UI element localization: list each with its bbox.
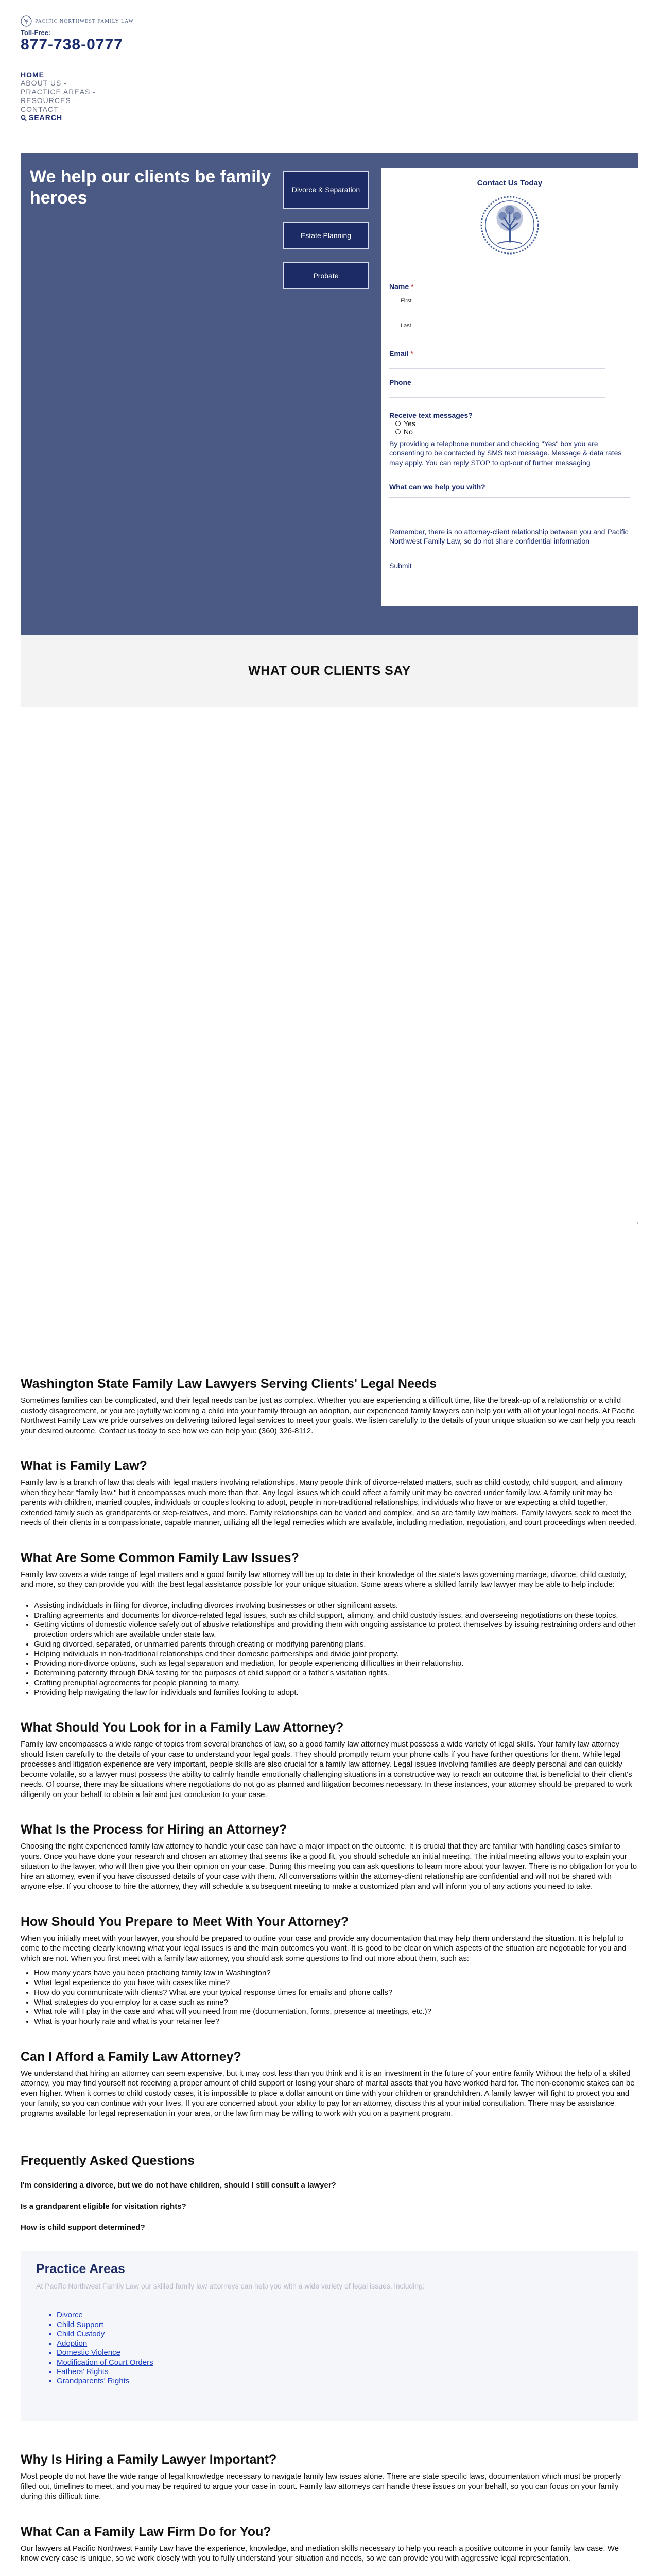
- list-item: • How do you communicate with clients? What are your typical response times for emails and phone calls?: [34, 1988, 638, 1998]
- list-item: • What role will I play in the case and what will you need from me (documentation, forms, presence at meetings, etc.)?: [34, 2007, 638, 2017]
- help-textarea[interactable]: [389, 497, 630, 518]
- practice-areas-list: [57, 2311, 623, 2386]
- divorce-separation-button[interactable]: Divorce & Separation: [283, 171, 369, 209]
- section-title-why-hire: Why Is Hiring a Family Lawyer Important?: [21, 2452, 277, 2467]
- testimonials-carousel-area: [0, 707, 659, 1377]
- section-text-what-can-firm-do: Our lawyers at Pacific Northwest Family Law have the experience, knowledge, and mediation skills necessary to help you reach a positive outcome in your family law case. We know every case is unique, so we work closely with you to fully understand your situation and needs, so we can provide you with aggressive legal representation.: [21, 2544, 619, 2563]
- name-field-label: [389, 282, 630, 291]
- hero-buttons: [283, 171, 369, 289]
- list-item: • Drafting agreements and documents for divorce-related legal issues, such as child support, alimony, and child custody issues, and overseeing negotiations on these topics.: [34, 1611, 638, 1621]
- main-content: [0, 1377, 659, 2576]
- list-item: [57, 2339, 623, 2348]
- sms-no-option[interactable]: [395, 428, 630, 436]
- section-text-serving-clients: Sometimes families can be complicated, and their legal needs can be just as complex. Whether you are experiencing a difficult time, like the break-up of a relationship or a child custody disagreement, or you are joyfully welcoming a child into your family through an adoption, our experienced family lawyers can help you with all of your legal needs. At Pacific Northwest Family Law we pride ourselves on delivering tailored legal services to meet your goals. We listen carefully to the details of your unique situation so we can help you reach your desired outcome. Contact us today to see how we can help you: (360) 326-8112.: [21, 1396, 636, 1435]
- section-text-what-is-family-law: Family law is a branch of law that deals with legal matters involving relationships. Many people think of divorce-related matters, such as child custody, child support, and alimony when they hear "family law," but it encompasses much more than that. Any legal issues which could affect a family unit may be covered under family law. A family unit may be parents with children, married couples, individuals or couples looking to adopt, people in non-traditional relationships, individuals who have or are expecting a child together, extended family such as grandparents or step-relatives, and more. Family relationships can be varied and complex, and so are family law matters. Family lawyers seek to meet the needs of their clients in a compassionate, capable manner, utilizing all the legal remedies which are available, including mediation, negotiation, and court proceedings when needed.: [21, 1478, 636, 1528]
- sms-no-label: No: [404, 428, 413, 436]
- help-field-label: What can we help you with?: [389, 482, 485, 491]
- list-item: • Crafting prenuptial agreements for people planning to marry.: [34, 1679, 638, 1688]
- last-name-input[interactable]: [401, 330, 606, 340]
- list-item: [57, 2367, 623, 2377]
- practice-link-grandparents-rights[interactable]: Grandparents' Rights: [57, 2377, 130, 2386]
- practice-areas-box: [21, 2251, 638, 2421]
- sms-field-label: Receive text messages?: [389, 411, 473, 420]
- common-issues-list: [34, 1601, 638, 1698]
- probate-button[interactable]: Probate: [283, 262, 369, 289]
- list-item: • What strategies do you employ for a case such as mine?: [34, 1998, 638, 2008]
- email-field-label: [389, 349, 630, 358]
- section-title-what-to-look-for: What Should You Look for in a Family Law Attorney?: [21, 1720, 344, 1735]
- first-name-label: First: [401, 298, 412, 304]
- nav-home[interactable]: HOME: [21, 70, 44, 79]
- faq-question[interactable]: Is a grandparent eligible for visitation rights?: [21, 2202, 186, 2211]
- sms-yes-option[interactable]: [395, 419, 630, 428]
- hero-left: [21, 153, 381, 635]
- hero-title: We help our clients be family heroes: [30, 167, 271, 208]
- hero-section: [21, 153, 638, 635]
- faq-question[interactable]: How is child support determined?: [21, 2223, 145, 2232]
- email-label-text: Email: [389, 349, 409, 358]
- faq-title: Frequently Asked Questions: [21, 2154, 195, 2168]
- nav-contact[interactable]: CONTACT -: [21, 105, 64, 113]
- section-title-serving-clients: Washington State Family Law Lawyers Serving Clients' Legal Needs: [21, 1377, 437, 1392]
- section-title-hiring-process: What Is the Process for Hiring an Attorney?: [21, 1822, 287, 1837]
- phone-label: Toll-Free:: [21, 29, 51, 37]
- practice-link-child-support[interactable]: Child Support: [57, 2320, 103, 2329]
- estate-planning-button[interactable]: Estate Planning: [283, 222, 369, 249]
- practice-link-fathers-rights[interactable]: Fathers' Rights: [57, 2367, 109, 2377]
- testimonials-title: WHAT OUR CLIENTS SAY: [248, 663, 411, 678]
- testimonials-section: [21, 635, 638, 707]
- radio-icon: [395, 429, 401, 434]
- practice-link-adoption[interactable]: Adoption: [57, 2339, 88, 2348]
- section-text-what-to-look-for: Family law encompasses a wide range of topics from several branches of law, so a good family law attorney must possess a wide variety of legal skills. Your family law attorney should listen carefully to the details of your case to understand your legal goals. They should promptly return your phone calls if you have further questions for them. While legal processes and litigation experience are very important, people skills are also crucial for a family law attorney. Legal issues involving families are deeply personal and can quickly become volatile, so a lawyer must possess the ability to calmly handle emotionally challenging situations in a constructive way to reach an outcome that is beneficial to their client's needs. Of course, there may be situations where negotiations do not go as planned and litigation becomes necessary. In these instances, your attorney should be prepared to work diligently on your behalf to obtain a fair and just conclusion to your case.: [21, 1740, 632, 1799]
- section-text-afford-attorney: We understand that hiring an attorney can seem expensive, but it may cost less than you think and it is an investment in the future of your entire family Without the help of a skilled attorney, you may find yourself not receiving a proper amount of child support or losing your share of marital assets that you have worked hard for. The non-economic stakes can be even higher. When it comes to child custody cases, it is impossible to place a dollar amount on time with your children or grandchildren. A family lawyer will fight to protect you and your family, so you can continue with your lives. If you are concerned about your ability to pay for an attorney, discuss this at your initial consultation. There may be assistance programs available for legal representation in your area, or the law firm may be willing to work with you on a payment program.: [21, 2069, 635, 2118]
- tree-emblem-icon: [479, 195, 540, 256]
- phone-field-label: Phone: [389, 378, 411, 387]
- list-item: • What legal experience do you have with cases like mine?: [34, 1978, 638, 1988]
- phone-number-link[interactable]: 877-738-0777: [21, 36, 123, 53]
- name-label-text: Name: [389, 282, 409, 291]
- carousel-marker: [637, 1222, 638, 1224]
- phone-input[interactable]: [389, 387, 605, 398]
- practice-link-domestic-violence[interactable]: Domestic Violence: [57, 2348, 120, 2358]
- confidentiality-notice: Remember, there is no attorney-client relationship between you and Pacific Northwest Family Law, so do not share confidential information: [389, 527, 629, 546]
- required-mark: *: [411, 282, 414, 291]
- section-text-common-issues: Family law covers a wide range of legal matters and a good family law attorney will be up to date in their knowledge of the state's laws governing marriage, divorce, child custody, and more, so they can provide you with the best legal assistance possible for your unique situation. Some areas where a skilled family law lawyer may be able to help include:: [21, 1570, 627, 1589]
- last-name-label: Last: [401, 323, 411, 329]
- list-item: [57, 2311, 623, 2320]
- list-item: [57, 2348, 623, 2358]
- contact-form-title: Contact Us Today: [477, 179, 543, 188]
- practice-link-divorce[interactable]: Divorce: [57, 2311, 83, 2320]
- radio-icon: [395, 421, 401, 426]
- first-name-input[interactable]: [401, 305, 606, 315]
- section-text-prepare-meeting: When you initially meet with your lawyer, you should be prepared to outline your case and provide any documentation that may help them understand the situation. It is helpful to come to the meeting clearly knowing what your legal issues is and the main outcomes you want. It is good to be clear on which aspects of the situation are negotiable for you and which are not. When you first meet with a family law attorney, you should ask some questions to find out more about them, such as:: [21, 1934, 627, 1963]
- section-text-why-hire: Most people do not have the wide range of legal knowledge necessary to navigate family law issues alone. There are state specific laws, documentation which must be properly filled out, timelines to meet, and you may be required to argue your case in court. Family law attorneys can handle these issues on your behalf, so you can focus on your family during this difficult time.: [21, 2472, 621, 2501]
- list-item: • Providing help navigating the law for individuals and families looking to adopt.: [34, 1688, 638, 1698]
- contact-form-panel: [381, 168, 638, 606]
- main-nav: [21, 71, 638, 123]
- attorney-questions-list: [34, 1969, 638, 2027]
- section-title-what-can-firm-do: What Can a Family Law Firm Do for You?: [21, 2524, 271, 2539]
- faq-question[interactable]: I'm considering a divorce, but we do not have children, should I still consult a lawyer?: [21, 2181, 336, 2190]
- section-title-what-is-family-law: What is Family Law?: [21, 1459, 147, 1473]
- nav-resources[interactable]: RESOURCES -: [21, 96, 77, 105]
- list-item: • Assisting individuals in filing for divorce, including divorces involving businesses or other significant assets.: [34, 1601, 638, 1611]
- logo-text: PACIFIC NORTHWEST FAMILY LAW: [35, 18, 134, 24]
- list-item: • Helping individuals in non-traditional relationships end their domestic partnerships and divide joint property.: [34, 1650, 638, 1659]
- section-title-common-issues: What Are Some Common Family Law Issues?: [21, 1550, 299, 1565]
- required-mark: *: [410, 349, 413, 358]
- nav-practice-areas[interactable]: PRACTICE AREAS -: [21, 88, 96, 96]
- list-item: [57, 2330, 623, 2339]
- sms-yes-label: Yes: [404, 419, 415, 428]
- section-text-hiring-process: Choosing the right experienced family law attorney to handle your case can have a major impact on the outcome. It is crucial that they are familiar with handling cases similar to yours. Once you have done your research and chosen an attorney that seems like a good fit, you should schedule an initial meeting. The initial meeting allows you to explain your situation to the lawyer, who will then give you their opinion on your case. During this meeting you can ask questions to learn more about your lawyer. There is no obligation for you to hire an attorney, even if you have discussed details of your case with them. All conversations within the attorney-client relationship are confidential and will not be shared with anyone else. If you choose to hire the attorney, they will schedule a subsequent meeting to make a customized plan and will inform you of any actions you need to take.: [21, 1842, 637, 1891]
- practice-areas-title: Practice Areas: [36, 2262, 125, 2277]
- submit-button[interactable]: Submit: [389, 562, 412, 570]
- site-logo[interactable]: [21, 15, 638, 27]
- list-item: [57, 2377, 623, 2386]
- practice-link-child-custody[interactable]: Child Custody: [57, 2329, 105, 2338]
- list-item: • What is your hourly rate and what is your retainer fee?: [34, 2017, 638, 2027]
- practice-link-modification[interactable]: Modification of Court Orders: [57, 2358, 153, 2367]
- nav-search-label: SEARCH: [29, 113, 63, 122]
- section-title-prepare-meeting: How Should You Prepare to Meet With Your Attorney?: [21, 1914, 349, 1929]
- practice-areas-intro: At Pacific Northwest Family Law our skilled family law attorneys can help you with a wide variety of legal issues, including:: [36, 2282, 425, 2291]
- list-item: • Guiding divorced, separated, or unmarried parents through creating or modifying parenting plans.: [34, 1640, 638, 1650]
- tree-logo-icon: [21, 15, 32, 27]
- list-item: [57, 2320, 623, 2330]
- list-item: • Providing non-divorce options, such as legal separation and mediation, for people experiencing difficulties in their relationship.: [34, 1659, 638, 1669]
- list-item: • Determining paternity through DNA testing for the purposes of child support or a father's visitation rights.: [34, 1669, 638, 1679]
- sms-consent-text: By providing a telephone number and checking "Yes" box you are consenting to be contacted by SMS text message. Message & data rates may apply. You can reply STOP to opt-out of further messaging: [389, 439, 622, 467]
- email-input[interactable]: [389, 359, 605, 369]
- search-icon: [21, 115, 27, 121]
- list-item: [57, 2358, 623, 2367]
- nav-search[interactable]: [21, 113, 638, 122]
- nav-about-us[interactable]: ABOUT US -: [21, 79, 67, 88]
- site-header: [0, 0, 659, 127]
- list-item: • Getting victims of domestic violence safely out of abusive relationships and providing them with ongoing assistance to protect themselves by issuing restraining orders and other protection orders which are available under state law.: [34, 1620, 638, 1640]
- list-item: • How many years have you been practicing family law in Washington?: [34, 1969, 638, 1978]
- section-title-afford-attorney: Can I Afford a Family Law Attorney?: [21, 2049, 241, 2064]
